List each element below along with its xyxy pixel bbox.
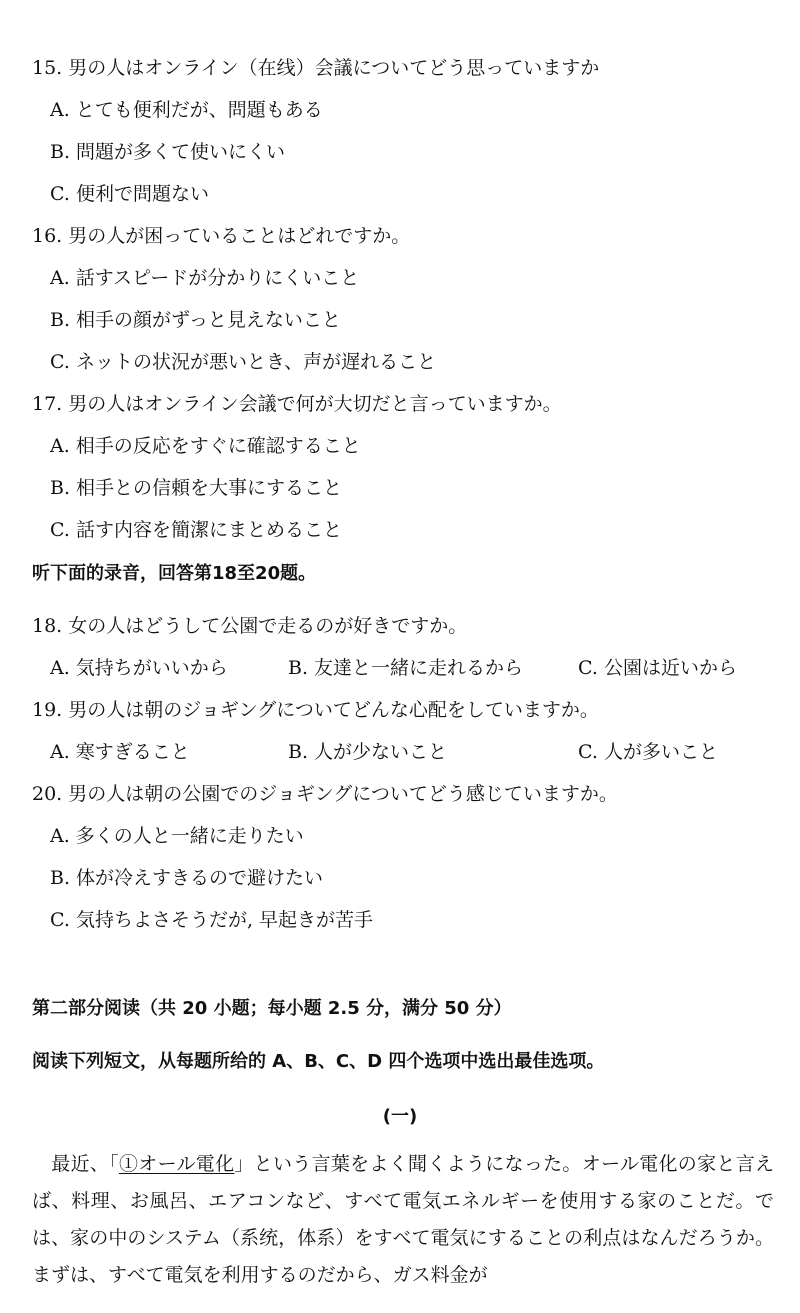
question-20-option-a: A. 多くの人と一緒に走りたい	[50, 825, 304, 847]
question-16-option-b: B. 相手の顔がずっと見えないこと	[50, 309, 341, 331]
question-17-option-b: B. 相手との信頼を大事にすること	[50, 477, 343, 499]
question-18-option-a: A. 気持ちがいいから	[50, 657, 228, 679]
question-17-option-a: A. 相手の反応をすぐに確認すること	[50, 435, 361, 457]
question-17-option-c: C. 話す内容を簡潔にまとめること	[50, 519, 342, 541]
passage-text: 」という言葉をよく聞くようになった。オール電化の家と言えば、料理、お風呂、エアコンなど、すべて電気エネルギーを使用する家のことだ。では、家の中のシステム（系统，体系）をすべて電気にすることの利点はなんだろうか。まずは、すべて電気を利用するのだから、ガス料金が	[32, 1153, 774, 1286]
question-18-options	[0, 654, 800, 682]
question-16-stem: 16. 男の人が困っていることはどれですか。	[32, 225, 411, 247]
question-19-options	[0, 738, 800, 766]
question-19-option-b: B. 人が少ないこと	[288, 741, 448, 763]
question-16-option-a: A. 話すスピードが分かりにくいこと	[50, 267, 360, 289]
section2-title: 第二部分阅读（共 20 小题；每小题 2.5 分，满分 50 分）	[32, 998, 512, 1019]
section2-instruction: 阅读下列短文，从每题所给的 A、B、C、D 四个选项中选出最佳选项。	[32, 1051, 605, 1072]
question-19-option-c: C. 人が多いこと	[578, 741, 718, 763]
question-15-stem: 15. 男の人はオンライン（在线）会議についてどう思っていますか	[32, 57, 600, 79]
question-16-option-c: C. ネットの状況が悪いとき、声が遅れること	[50, 351, 437, 373]
question-15-option-a: A. とても便利だが、問題もある	[50, 99, 323, 121]
question-19-option-a: A. 寒すぎること	[50, 741, 190, 763]
passage-underlined-term: ①オール電化	[118, 1153, 235, 1175]
question-19-stem: 19. 男の人は朝のジョギングについてどんな心配をしていますか。	[32, 699, 599, 721]
question-18-stem: 18. 女の人はどうして公園で走るのが好きですか。	[32, 615, 468, 637]
question-18-option-c: C. 公園は近いから	[578, 657, 737, 679]
question-18-option-b: B. 友達と一緒に走れるから	[288, 657, 524, 679]
question-15-option-c: C. 便利で問題ない	[50, 183, 209, 205]
question-20-stem: 20. 男の人は朝の公園でのジョギングについてどう感じていますか。	[32, 783, 618, 805]
passage-indent: 最近、「	[32, 1153, 119, 1175]
listening-instruction: 听下面的录音，回答第18至20题。	[32, 563, 317, 584]
question-20-option-b: B. 体が冷えすきるので避けたい	[50, 867, 324, 889]
question-17-stem: 17. 男の人はオンライン会議で何が大切だと言っていますか。	[32, 393, 562, 415]
question-15-option-b: B. 問題が多くて使いにくい	[50, 141, 286, 163]
passage-paragraph	[32, 1146, 774, 1294]
passage-heading: (一)	[382, 1106, 418, 1127]
question-20-option-c: C. 気持ちよさそうだが, 早起きが苦手	[50, 909, 374, 931]
